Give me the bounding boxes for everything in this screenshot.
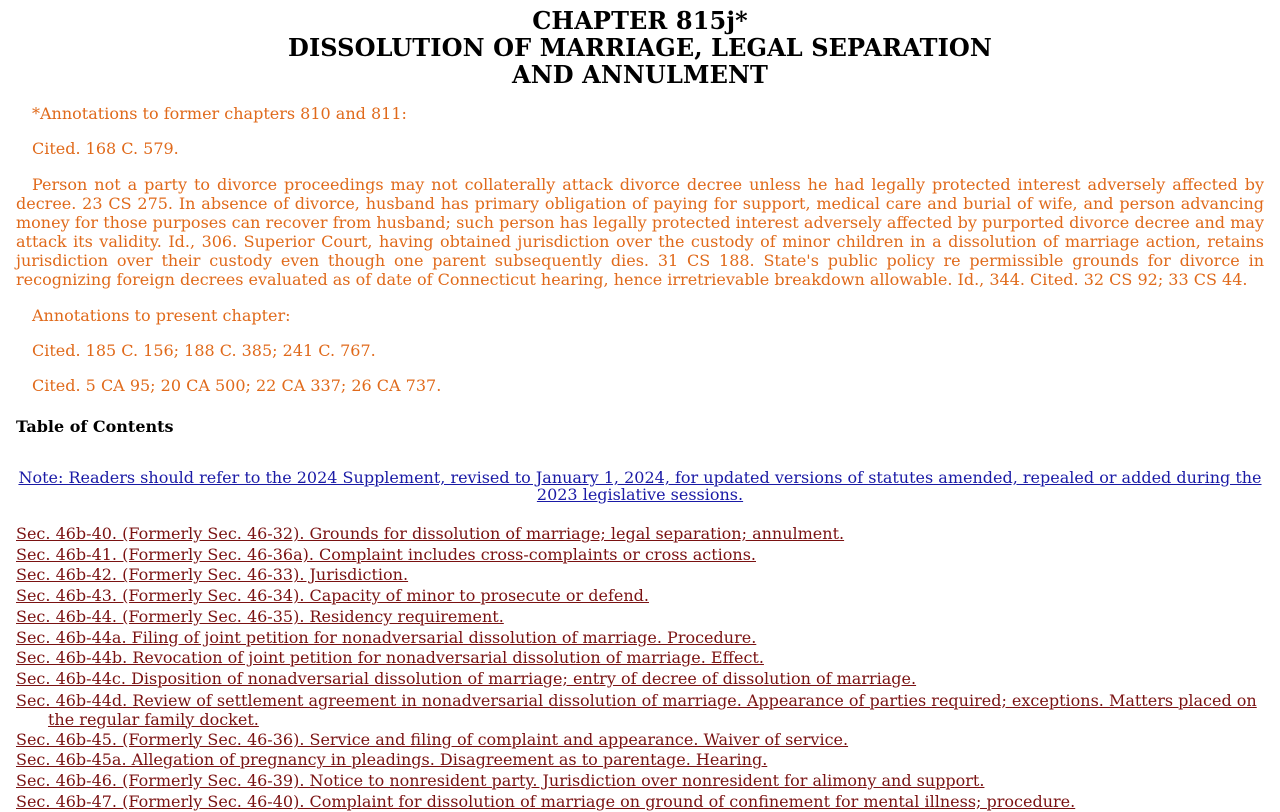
chapter-title	[16, 7, 1264, 88]
chapter-name-line1: DISSOLUTION OF MARRIAGE, LEGAL SEPARATION	[288, 33, 992, 62]
former-annotations-heading: *Annotations to former chapters 810 and 811:	[32, 104, 407, 123]
former-annotations-paragraph: Person not a party to divorce proceedings may not collaterally attack divorce decree unless he had legally protected interest adversely affected by decree. 23 CS 275. In absence of divorce, husband has primary obligation of paying for support, medical care and burial of wife, and person advancing money for those purposes can recover from husband; such person has legally protected interest adversely affected by purported divorce decree and may attack its validity. Id., 306. Superior Court, having obtained jurisdiction over the custody of minor children in a dissolution of marriage action, retains jurisdiction over their custody even though one parent subsequently dies. 31 CS 188. State's public policy re permissible grounds for divorce in recognizing foreign decrees evaluated as of date of Connecticut hearing, hence irretrievable breakdown allowable. Id., 344. Cited. 32 CS 92; 33 CS 44.	[16, 175, 1264, 289]
toc-item-46b-44d[interactable]: Sec. 46b-44d. Review of settlement agreement in nonadversarial dissolution of marriage. Appearance of parties required; exceptions. Matters placed on the regular family docket.	[16, 690, 1257, 729]
toc-item-46b-44a[interactable]: Sec. 46b-44a. Filing of joint petition for nonadversarial dissolution of marriage. Procedure.	[16, 627, 757, 647]
toc-list	[16, 524, 1264, 812]
present-annotations-heading: Annotations to present chapter:	[32, 306, 291, 325]
toc-item-46b-44[interactable]: Sec. 46b-44. (Formerly Sec. 46-35). Residency requirement.	[16, 606, 504, 626]
chapter-number: CHAPTER 815j*	[532, 6, 748, 35]
toc-item-46b-42[interactable]: Sec. 46b-42. (Formerly Sec. 46-33). Jurisdiction.	[16, 565, 409, 585]
chapter-name-line2: AND ANNULMENT	[512, 60, 768, 89]
toc-item-46b-41[interactable]: Sec. 46b-41. (Formerly Sec. 46-36a). Complaint includes cross-complaints or cross actions.	[16, 544, 756, 564]
toc-item-46b-40[interactable]: Sec. 46b-40. (Formerly Sec. 46-32). Grounds for dissolution of marriage; legal separation; annulment.	[16, 524, 845, 543]
former-annotations-citation: Cited. 168 C. 579.	[32, 139, 179, 158]
toc-item-46b-46[interactable]: Sec. 46b-46. (Formerly Sec. 46-39). Notice to nonresident party. Jurisdiction over nonresident for alimony and support.	[16, 771, 985, 791]
toc-heading: Table of Contents	[16, 417, 174, 436]
toc-item-46b-43[interactable]: Sec. 46b-43. (Formerly Sec. 46-34). Capacity of minor to prosecute or defend.	[16, 586, 649, 606]
supplement-note-link[interactable]: Note: Readers should refer to the 2024 Supplement, revised to January 1, 2024, for updated versions of statutes amended, repealed or added during the 2023 legislative sessions.	[18, 468, 1262, 504]
present-annotations-citation-ca: Cited. 5 CA 95; 20 CA 500; 22 CA 337; 26 CA 737.	[32, 376, 442, 395]
toc-item-46b-47[interactable]: Sec. 46b-47. (Formerly Sec. 46-40). Complaint for dissolution of marriage on ground of confinement for mental illness; procedure.	[16, 791, 1076, 811]
statute-page	[16, 0, 1264, 812]
toc-item-46b-45a[interactable]: Sec. 46b-45a. Allegation of pregnancy in pleadings. Disagreement as to parentage. Hearing.	[16, 750, 768, 770]
present-annotations-citation-c: Cited. 185 C. 156; 188 C. 385; 241 C. 767.	[32, 341, 376, 360]
toc-item-46b-45[interactable]: Sec. 46b-45. (Formerly Sec. 46-36). Service and filing of complaint and appearance. Waiver of service.	[16, 729, 849, 749]
toc-item-46b-44c[interactable]: Sec. 46b-44c. Disposition of nonadversarial dissolution of marriage; entry of decree of dissolution of marriage.	[16, 668, 917, 688]
toc-item-46b-44b[interactable]: Sec. 46b-44b. Revocation of joint petition for nonadversarial dissolution of marriage. Effect.	[16, 648, 764, 668]
